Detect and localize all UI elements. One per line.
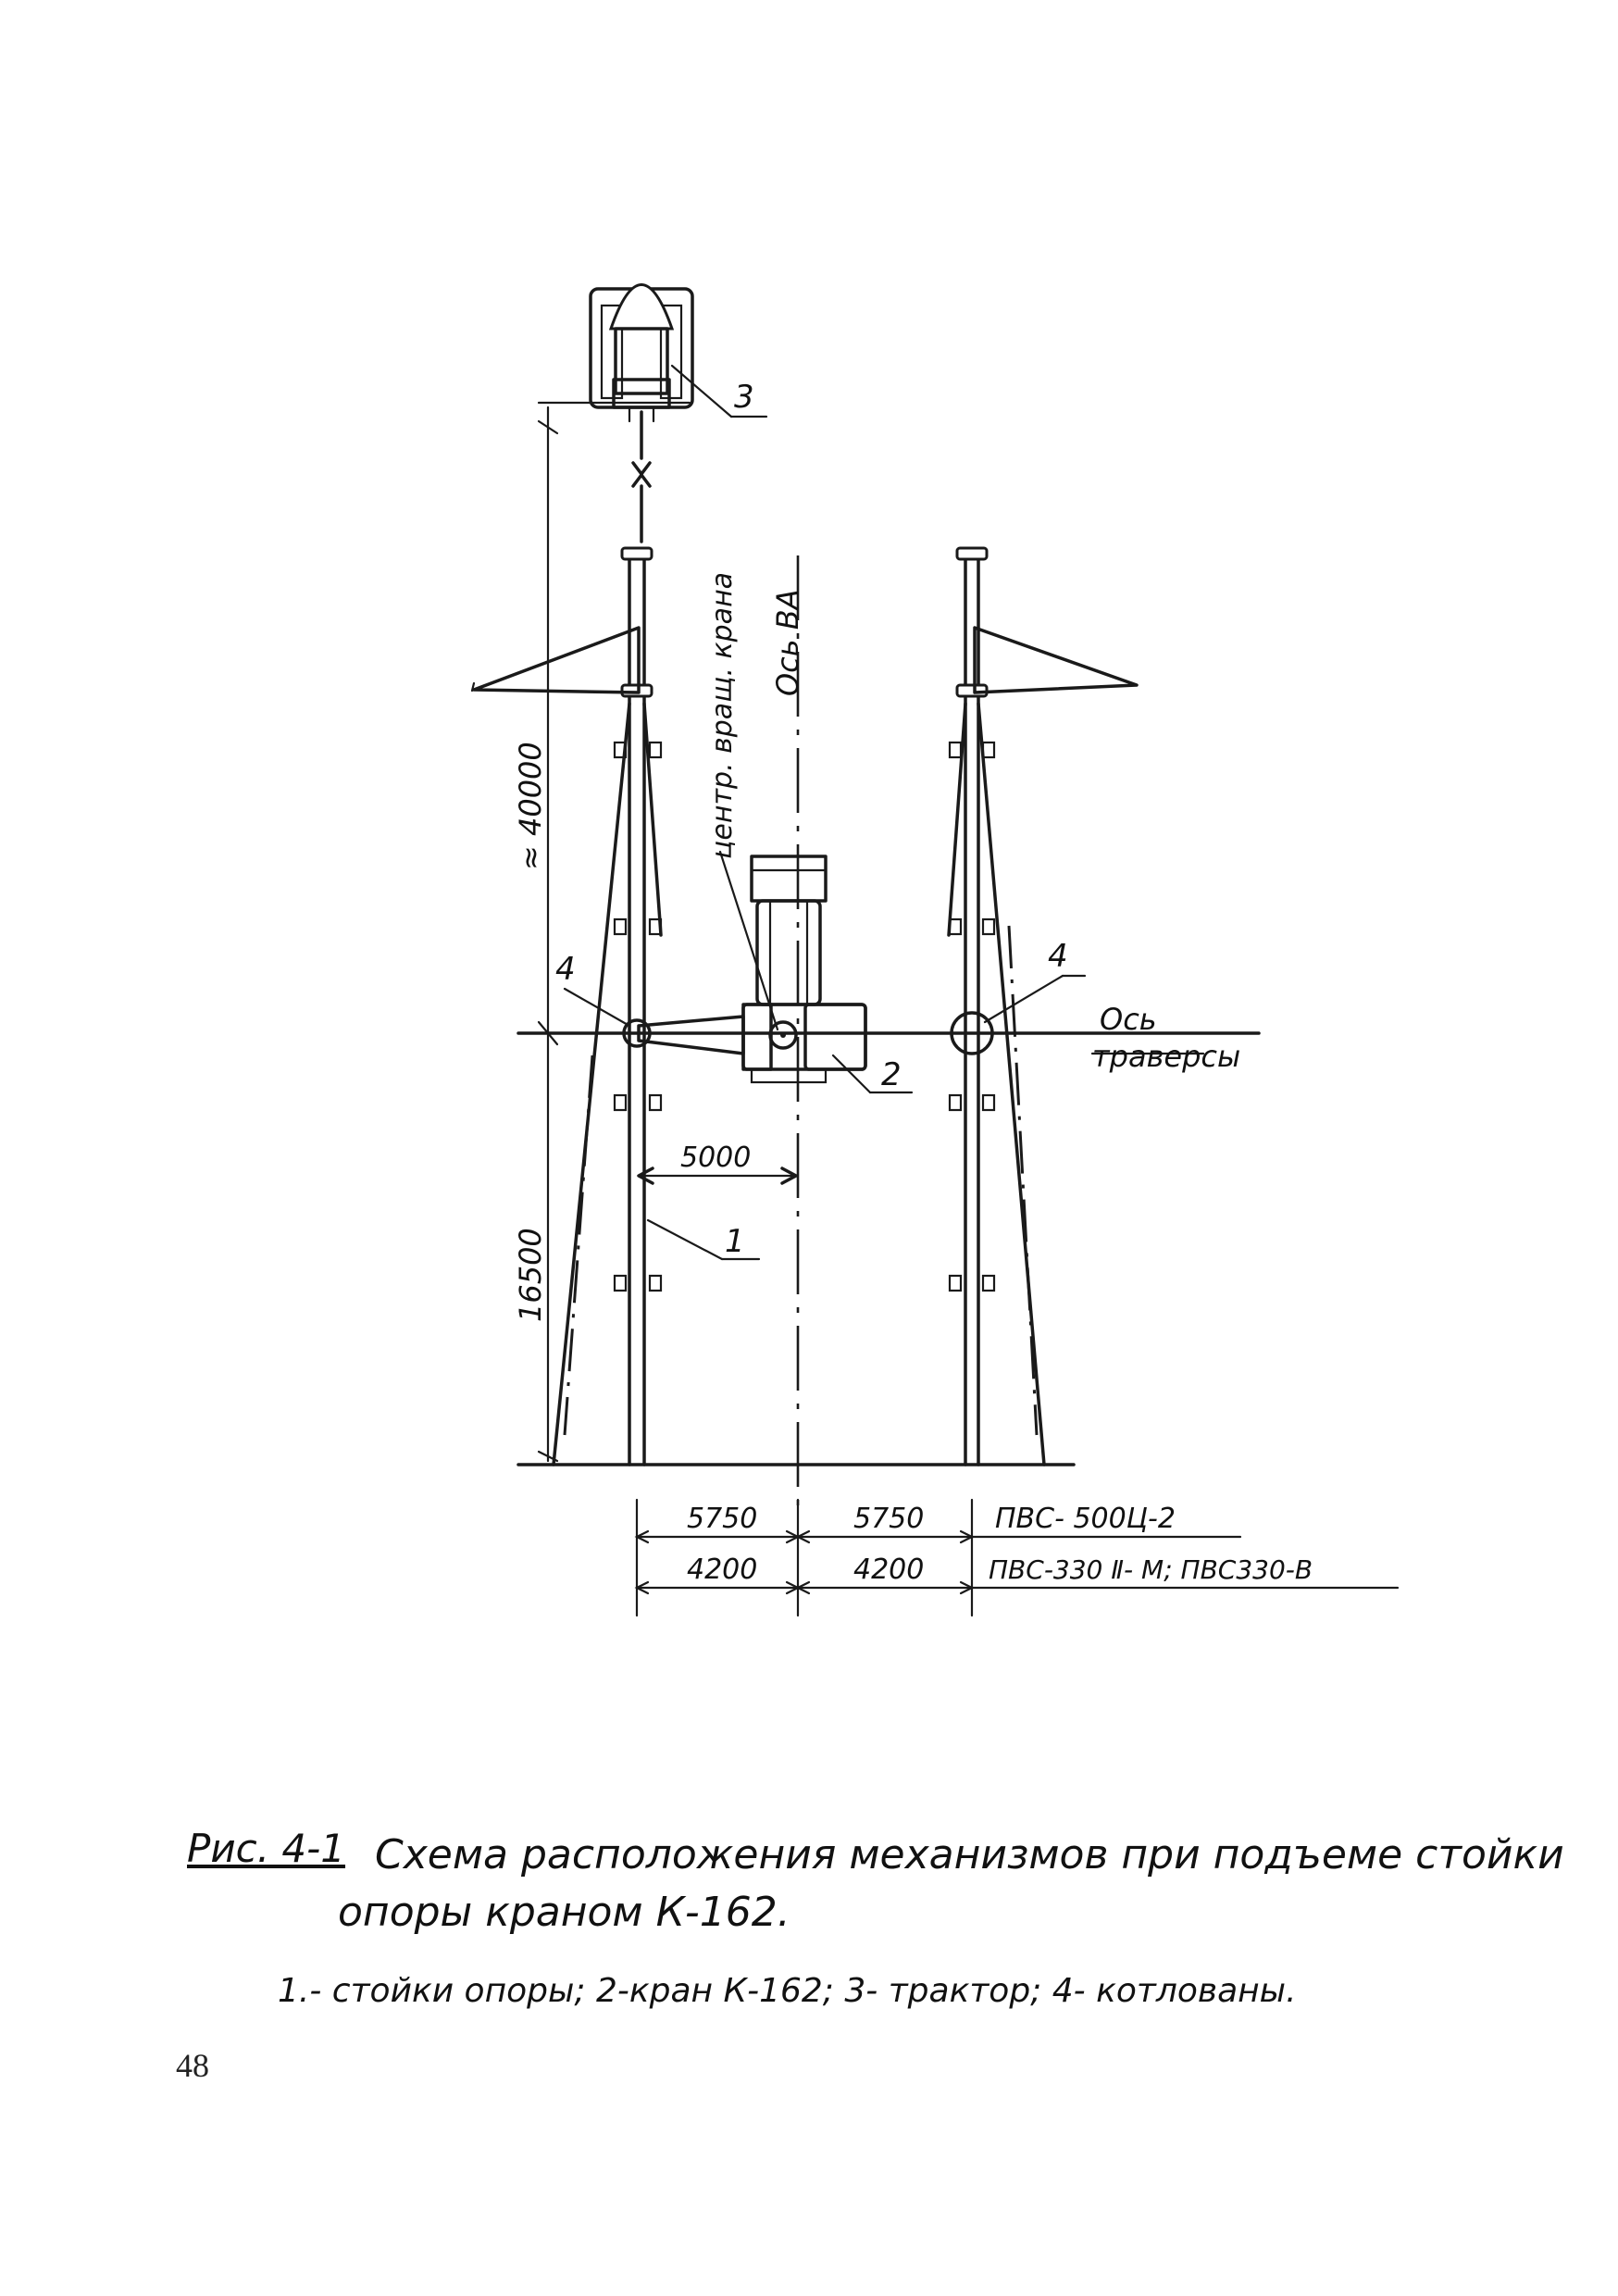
tractor bbox=[591, 285, 692, 543]
figure-legend: 1.- стойки опоры; 2-кран К-162; 3- трактор; 4- котлованы. bbox=[278, 1972, 1297, 2010]
page-number: 48 bbox=[176, 2047, 209, 2084]
marker-2: 2 bbox=[881, 1056, 902, 1093]
row1-left-label: 5750 bbox=[687, 1503, 758, 1535]
marker-4-left: 4 bbox=[555, 951, 576, 988]
crane-center-axis-label: центр. вращ. крана bbox=[706, 571, 739, 859]
figure-title-line1: Схема расположения механизмов при подъеме стойки bbox=[375, 1831, 1564, 1878]
figure-number: Рис. 4-1 bbox=[187, 1826, 346, 1871]
height-lower-label: 16500 bbox=[513, 1228, 548, 1322]
row1-right-label: 5750 bbox=[853, 1503, 925, 1535]
crane-center-axis-line bbox=[720, 852, 778, 1029]
traverse-axis-label-2: траверсы bbox=[1092, 1039, 1241, 1074]
row2-left-label: 4200 bbox=[687, 1554, 758, 1586]
row2-right-label: 4200 bbox=[853, 1554, 925, 1586]
traverse-axis-label-1: Ось bbox=[1100, 1002, 1157, 1037]
marker-3: 3 bbox=[734, 379, 754, 416]
axis-va-label: Ось ВА bbox=[770, 589, 805, 696]
row1-equipment-label: ПВС- 500Ц-2 bbox=[995, 1503, 1176, 1535]
row2-equipment-label: ПВС-330 Ⅱ- М; ПВС330-В bbox=[989, 1554, 1313, 1585]
height-upper-label: ≈ 40000 bbox=[513, 742, 548, 870]
leader-lines bbox=[565, 366, 1203, 1259]
crane bbox=[639, 856, 865, 1082]
offset-label: 5000 bbox=[680, 1142, 752, 1174]
marker-1: 1 bbox=[725, 1223, 745, 1260]
left-tower bbox=[472, 548, 661, 1465]
figure-title-line2: опоры краном К-162. bbox=[338, 1889, 790, 1936]
marker-4-right: 4 bbox=[1048, 938, 1068, 975]
